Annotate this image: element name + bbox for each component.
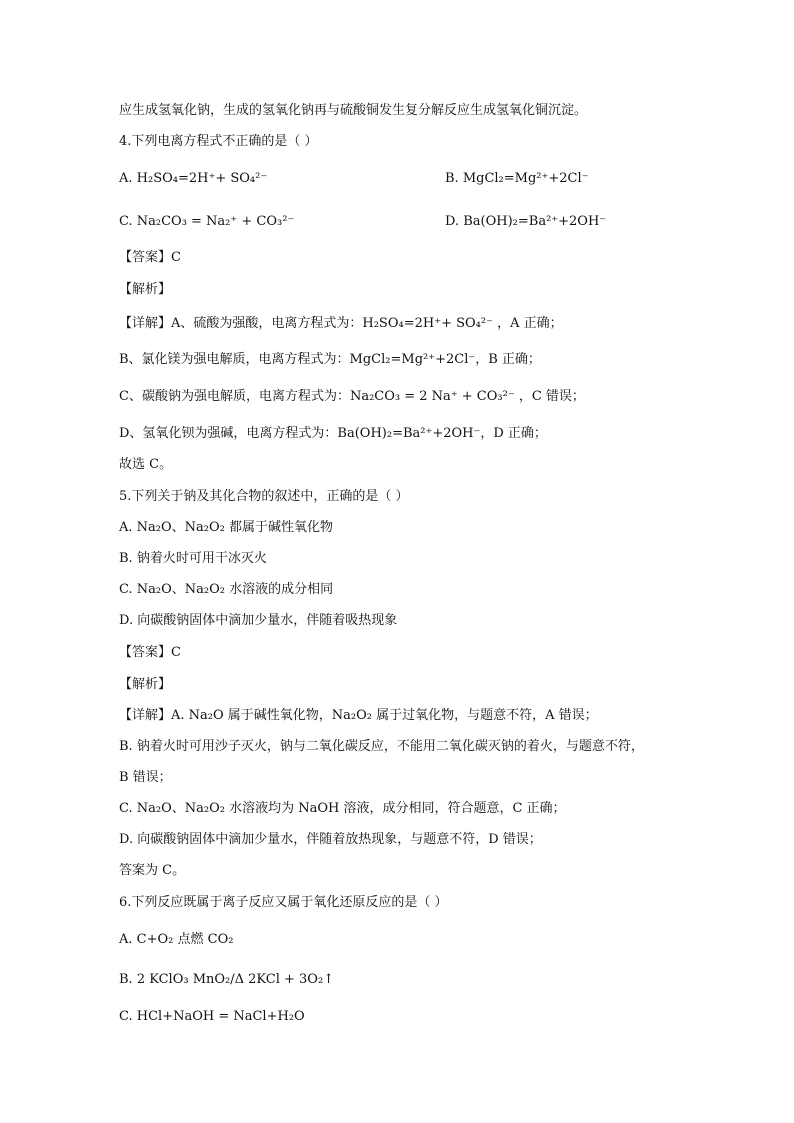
question-6: 6.下列反应既属于离子反应又属于氧化还原反应的是（ ） <box>119 895 448 910</box>
q4-detail-b: B、氯化镁为强电解质，电离方程式为：MgCl₂=Mg²⁺+2Cl⁻，B 正确； <box>119 352 541 367</box>
q4-detail-a: 【详解】A、硫酸为强酸，电离方程式为：H₂SO₄=2H⁺+ SO₄²⁻ ，A 正确； <box>119 316 563 331</box>
q6-option-b: B. 2 KClO₃ MnO₂/Δ 2KCl + 3O₂↑ <box>119 972 335 987</box>
question-5: 5.下列关于钠及其化合物的叙述中，正确的是（ ） <box>119 489 409 504</box>
q4-option-a: A. H₂SO₄=2H⁺+ SO₄²⁻ <box>119 171 268 186</box>
q4-conclusion: 故选 C。 <box>119 457 173 472</box>
q5-option-a: A. Na₂O、Na₂O₂ 都属于碱性氧化物 <box>119 520 333 535</box>
q5-detail-b: B. 钠着火时可用沙子灭火，钠与二氧化碳反应，不能用二氧化碳灭钠的着火，与题意不符， <box>119 739 644 754</box>
q5-detail-c: C. Na₂O、Na₂O₂ 水溶液均为 NaOH 溶液，成分相同，符合题意，C 正确； <box>119 801 566 816</box>
q5-analysis-heading: 【解析】 <box>119 677 172 692</box>
q4-option-c: C. Na₂CO₃ = Na₂⁺ + CO₃²⁻ <box>119 214 295 229</box>
q4-detail-c: C、碳酸钠为强电解质，电离方程式为：Na₂CO₃ = 2 Na⁺ + CO₃²⁻ ，C 错误； <box>119 389 585 404</box>
q5-detail-d: D. 向碳酸钠固体中滴加少量水，伴随着放热现象，与题意不符，D 错误； <box>119 832 542 847</box>
q5-option-b: B. 钠着火时可用干冰灭火 <box>119 551 267 566</box>
q4-answer: 【答案】C <box>119 250 181 265</box>
q5-conclusion: 答案为 C。 <box>119 863 186 878</box>
q4-option-d: D. Ba(OH)₂=Ba²⁺+2OH⁻ <box>445 214 607 229</box>
q5-answer: 【答案】C <box>119 645 181 660</box>
q5-option-c: C. Na₂O、Na₂O₂ 水溶液的成分相同 <box>119 582 334 597</box>
q5-detail-a: 【详解】A. Na₂O 属于碱性氧化物，Na₂O₂ 属于过氧化物，与题意不符，A 错误； <box>119 708 598 723</box>
question-4: 4.下列电离方程式不正确的是（ ） <box>119 134 318 149</box>
q5-option-d: D. 向碳酸钠固体中滴加少量水，伴随着吸热现象 <box>119 613 398 628</box>
q6-option-c: C. HCl+NaOH = NaCl+H₂O <box>119 1009 305 1024</box>
q5-detail-b-cont: B 错误； <box>119 770 172 785</box>
q6-option-a: A. C+O₂ 点燃 CO₂ <box>119 932 234 947</box>
text-line: 应生成氢氧化钠，生成的氢氧化钠再与硫酸铜发生复分解反应生成氢氧化铜沉淀。 <box>119 103 588 118</box>
q4-analysis-heading: 【解析】 <box>119 282 172 297</box>
q4-option-b: B. MgCl₂=Mg²⁺+2Cl⁻ <box>445 171 589 186</box>
q4-detail-d: D、氢氧化钡为强碱，电离方程式为：Ba(OH)₂=Ba²⁺+2OH⁻，D 正确； <box>119 426 547 441</box>
